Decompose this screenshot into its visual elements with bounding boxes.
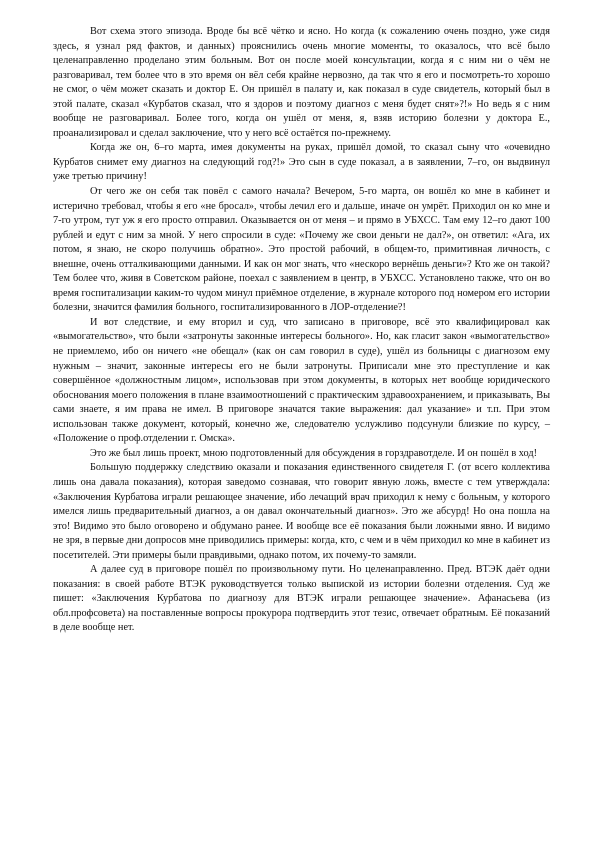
paragraph-1: Вот схема этого эпизода. Вроде бы всё чётко и ясно. Но когда (к сожалению очень поздно, уже сидя здесь, я узнал ряд фактов, и данных) прояснились очень многие моменты, то оказалось, что всё было целенаправленно проделано этим больным. Вот он после моей консультации, когда я с ним ни о чём не разговаривал, тем более что в это время он вёл себя крайне нервозно, да так что я его и посмотреть-то хорошо не смог, о чём может сказать и доктор Е. Он пришёл в палату и, как показал в суде свидетель, который был в этой палате, сказал «Курбатов сказал, что я здоров и поэтому диагноз с меня будет снят»?!» Но ведь я с ним вообще не разговаривал. Более того, когда он ушёл от меня, я, взяв историю болезни у доктора Е., проанализировал и сделал заключение, что у него всё остаётся по-прежнему.: [53, 26, 550, 139]
paragraph-4: И вот следствие, и ему вторил и суд, что записано в приговоре, всё это квалифицировал как «вымогательство», что были «затронуты законные интересы больного». Но, как гласит закон «вымогательство» не приемлемо, ибо он ничего «не обещал» (как он сам говорил в суде), ушёл из больницы с диагнозом ему нужным – значит, законные интересы его не были затронуты. Приписали мне это преступление и как совершённое «должностным лицом», использовав при этом документы, в которых нет вообще юридического обоснования моего положения в плане взаимоотношений с практическим здравоохранением, и приказывать, Вы сами знаете, я им права не имел. В приговоре значатся такие выражения: дал указание» и т.п. При этом использован также документ, который, конечно же, следователю услужливо подсунули близкие по курсу, – «Положение о проф.отделении г. Омска».: [53, 316, 550, 445]
paragraph-5: Это же был лишь проект, мною подготовленный для обсуждения в горздравотделе. И он пошёл в ход!: [90, 447, 538, 459]
paragraph-3: От чего же он себя так повёл с самого начала? Вечером, 5-го марта, он вошёл ко мне в кабинет и истерично требовал, чтобы я его «не бросал», чтобы лечил его и дальше, иначе он умрёт. Приходил он ко мне и 7-го утром, тут уж я его просто отправил. Оказывается он от меня – и прямо в УБХСС. Там ему 12–го дают 100 рублей и едут с ним за мной. У него спросили в суде: «Почему же свои деньги не дал?», он ответил: «Ага, их потом, я знаю, не скоро получишь обратно». Это простой рабочий, в общем-то, примитивная личность, с внешне, очень отталкивающими данными. И как он мог знать, что «нескоро вернёшь деньги»? Кто же он такой? Тем более что, живя в Советском районе, поехал с заявлением в центр, в УБХСС. Установлено также, что он во время госпитализации каким-то чудом минул приёмное отделение, в журнале которого под номером его истории болезни, значится фамилия больного, госпитализированного в ЛОР-отделение?!: [53, 186, 550, 314]
paragraph-6: Большую поддержку следствию оказали и показания единственного свидетеля Г. (от всего коллектива лишь она давала показания), которая заведомо сознавая, что говорит явную ложь, вместе с тем утверждала: «Заключения Курбатова играли решающее значение, ибо лечащий врач приходил к нему с больным, у которого имелся лишь предварительный диагноз, а он давал окончательный диагноз». Это же абсурд! Но она пошла на это! Видимо это было оговорено и обдумано ранее. И вообще все её показания были ложными явно. И видимо не зря, в первые дни допросов мне приводились примеры: когда, кто, с чем и в чём приходил ко мне в кабинет из посетителей. Эти примеры были правдивыми, однако потом, их почему-то замяли.: [53, 462, 550, 561]
paragraph-7: А далее суд в приговоре пошёл по произвольному пути. Но целенаправленно. Пред. ВТЭК даёт одни показания: в своей работе ВТЭК руководствуется только выпиской из истории болезни отделения. Суд же пишет: «Заключения Курбатова по диагнозу для ВТЭК играли решающее значение». Афанасьева (из обл.профсовета) на поставленные вопросы прокурора подтвердить этот тезис, отвечает обратным. Её показаний в деле вообще нет.: [53, 564, 550, 634]
paragraph-2: Когда же он, 6–го марта, имея документы на руках, пришёл домой, то сказал сыну что «очевидно Курбатов снимет ему диагноз на следующий год?!» Это сын в суде показал, а в заявлении, 7–го, он выдвинул уже третью причину!: [53, 142, 550, 183]
